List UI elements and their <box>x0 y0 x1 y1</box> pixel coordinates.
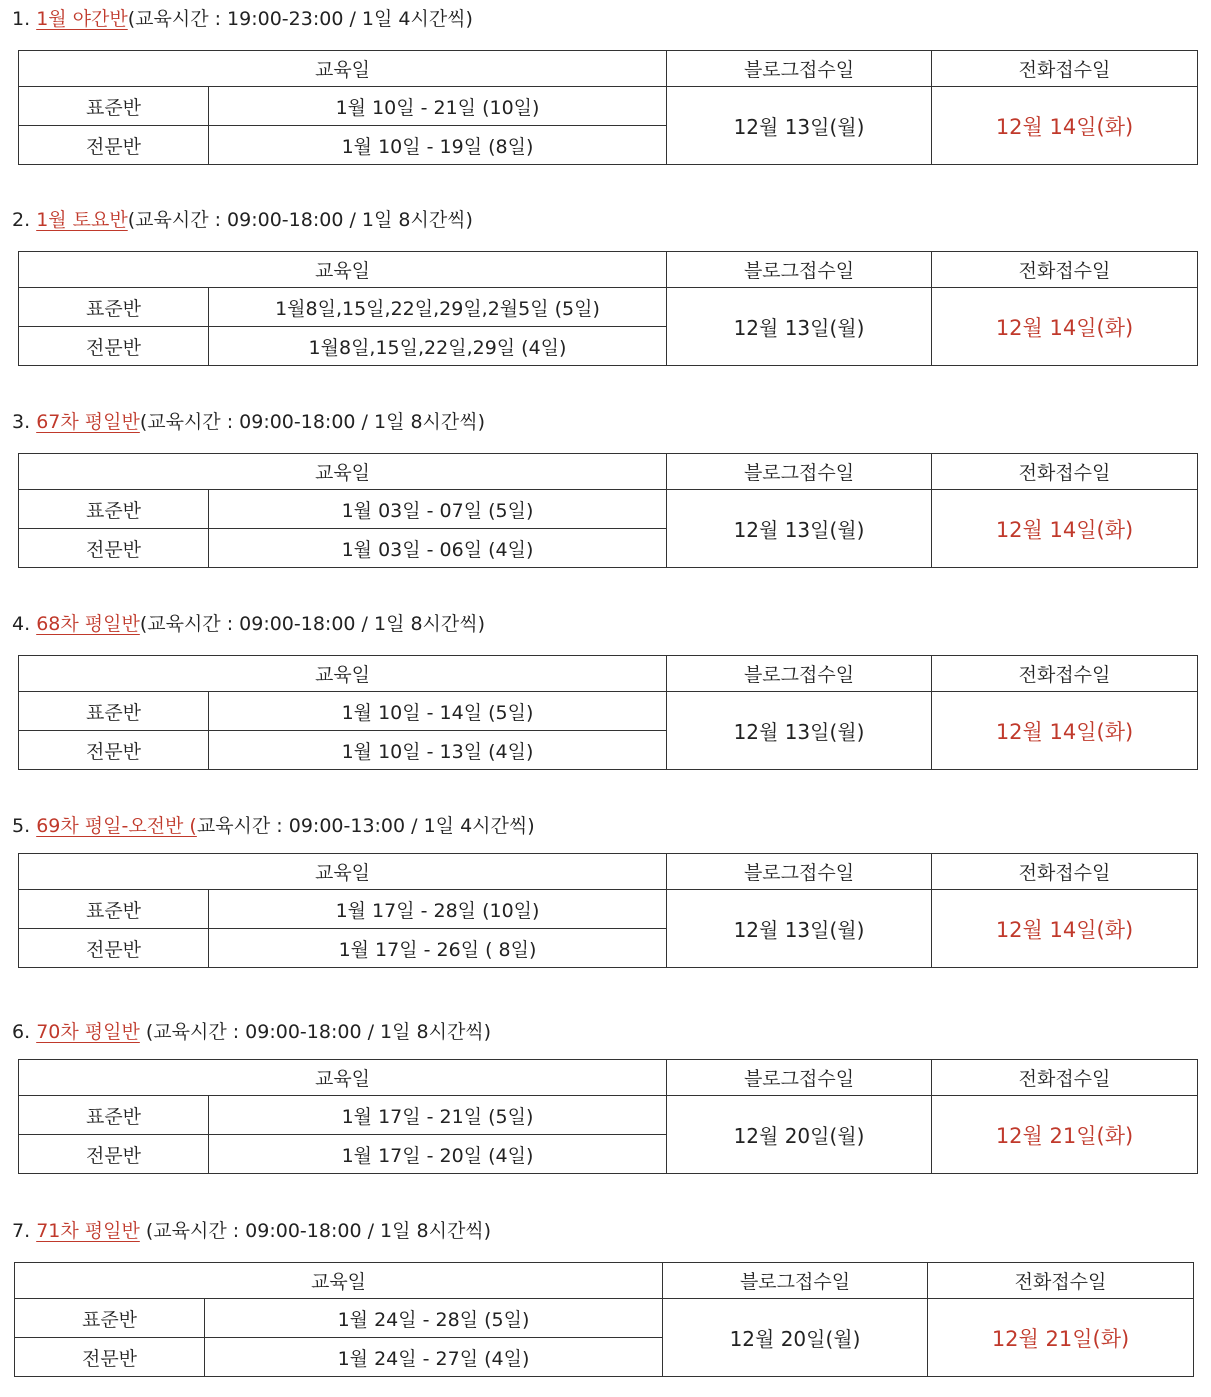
section-name: 1월 토요반 <box>36 209 128 231</box>
header-blog-date: 블로그접수일 <box>667 51 932 87</box>
edu-dates-standard: 1월 10일 - 14일 (5일) <box>209 692 667 731</box>
schedule-table <box>18 453 1198 568</box>
class-name-standard: 표준반 <box>19 87 209 126</box>
section-time-info: 교육시간 : 09:00-13:00 / 1일 4시간씩) <box>196 815 535 837</box>
section-name: 1월 야간반 <box>36 8 128 30</box>
edu-dates-expert: 1월 03일 - 06일 (4일) <box>209 529 667 568</box>
section-number: 6. <box>12 1021 31 1043</box>
class-name-standard: 표준반 <box>19 1096 209 1135</box>
header-blog-date: 블로그접수일 <box>667 454 932 490</box>
header-phone-date: 전화접수일 <box>932 854 1198 890</box>
blog-registration-date: 12월 13일(월) <box>667 87 932 165</box>
schedule-table <box>18 251 1198 366</box>
header-phone-date: 전화접수일 <box>932 454 1198 490</box>
class-name-expert: 전문반 <box>19 126 209 165</box>
header-edu-date: 교육일 <box>19 1060 667 1096</box>
section-number: 5. <box>12 815 31 837</box>
edu-dates-standard: 1월 17일 - 21일 (5일) <box>209 1096 667 1135</box>
class-name-standard: 표준반 <box>19 288 209 327</box>
schedule-table <box>18 853 1198 968</box>
header-blog-date: 블로그접수일 <box>667 854 932 890</box>
section-time-info: (교육시간 : 09:00-18:00 / 1일 8시간씩) <box>139 613 486 635</box>
header-edu-date: 교육일 <box>19 454 667 490</box>
section-number: 4. <box>12 613 31 635</box>
edu-dates-expert: 1월8일,15일,22일,29일 (4일) <box>209 327 667 366</box>
schedule-table <box>18 655 1198 770</box>
blog-registration-date: 12월 13일(월) <box>667 288 932 366</box>
section-heading <box>12 407 485 437</box>
class-name-expert: 전문반 <box>19 327 209 366</box>
header-edu-date: 교육일 <box>19 51 667 87</box>
header-blog-date: 블로그접수일 <box>667 252 932 288</box>
edu-dates-standard: 1월 03일 - 07일 (5일) <box>209 490 667 529</box>
header-blog-date: 블로그접수일 <box>667 656 932 692</box>
header-edu-date: 교육일 <box>19 656 667 692</box>
class-name-expert: 전문반 <box>15 1338 205 1377</box>
section-time-info: (교육시간 : 09:00-18:00 / 1일 8시간씩) <box>139 1220 492 1242</box>
header-phone-date: 전화접수일 <box>932 656 1198 692</box>
class-name-expert: 전문반 <box>19 929 209 968</box>
edu-dates-expert: 1월 10일 - 19일 (8일) <box>209 126 667 165</box>
blog-registration-date: 12월 13일(월) <box>667 692 932 770</box>
section-name: 71차 평일반 <box>36 1220 140 1242</box>
section-name: 68차 평일반 <box>36 613 140 635</box>
phone-registration-date: 12월 14일(화) <box>932 87 1198 165</box>
phone-registration-date: 12월 21일(화) <box>932 1096 1198 1174</box>
class-name-standard: 표준반 <box>19 890 209 929</box>
section-number: 1. <box>12 8 31 30</box>
header-phone-date: 전화접수일 <box>928 1263 1194 1299</box>
header-phone-date: 전화접수일 <box>932 252 1198 288</box>
header-phone-date: 전화접수일 <box>932 1060 1198 1096</box>
section-heading <box>12 811 535 841</box>
class-name-standard: 표준반 <box>15 1299 205 1338</box>
edu-dates-expert: 1월 10일 - 13일 (4일) <box>209 731 667 770</box>
section-number: 7. <box>12 1220 31 1242</box>
header-blog-date: 블로그접수일 <box>667 1060 932 1096</box>
section-heading <box>12 205 473 235</box>
class-name-expert: 전문반 <box>19 731 209 770</box>
schedule-table <box>18 50 1198 165</box>
phone-registration-date: 12월 14일(화) <box>932 490 1198 568</box>
edu-dates-standard: 1월8일,15일,22일,29일,2월5일 (5일) <box>209 288 667 327</box>
section-name: 69차 평일-오전반 ( <box>36 815 197 837</box>
phone-registration-date: 12월 21일(화) <box>928 1299 1194 1377</box>
blog-registration-date: 12월 20일(월) <box>667 1096 932 1174</box>
section-heading <box>12 1216 491 1246</box>
edu-dates-expert: 1월 17일 - 20일 (4일) <box>209 1135 667 1174</box>
header-edu-date: 교육일 <box>15 1263 663 1299</box>
section-time-info: (교육시간 : 09:00-18:00 / 1일 8시간씩) <box>139 1021 492 1043</box>
section-name: 67차 평일반 <box>36 411 140 433</box>
section-time-info: (교육시간 : 09:00-18:00 / 1일 8시간씩) <box>139 411 486 433</box>
edu-dates-standard: 1월 10일 - 21일 (10일) <box>209 87 667 126</box>
class-name-expert: 전문반 <box>19 1135 209 1174</box>
header-phone-date: 전화접수일 <box>932 51 1198 87</box>
edu-dates-standard: 1월 24일 - 28일 (5일) <box>205 1299 663 1338</box>
header-edu-date: 교육일 <box>19 252 667 288</box>
section-heading <box>12 609 485 639</box>
header-edu-date: 교육일 <box>19 854 667 890</box>
section-name: 70차 평일반 <box>36 1021 140 1043</box>
edu-dates-expert: 1월 17일 - 26일 ( 8일) <box>209 929 667 968</box>
section-heading <box>12 4 473 34</box>
section-heading <box>12 1017 491 1047</box>
phone-registration-date: 12월 14일(화) <box>932 890 1198 968</box>
header-blog-date: 블로그접수일 <box>663 1263 928 1299</box>
class-name-standard: 표준반 <box>19 490 209 529</box>
schedule-table <box>18 1059 1198 1174</box>
blog-registration-date: 12월 20일(월) <box>663 1299 928 1377</box>
section-time-info: (교육시간 : 09:00-18:00 / 1일 8시간씩) <box>127 209 473 231</box>
section-number: 3. <box>12 411 31 433</box>
schedule-table <box>14 1262 1194 1377</box>
edu-dates-standard: 1월 17일 - 28일 (10일) <box>209 890 667 929</box>
section-number: 2. <box>12 209 31 231</box>
blog-registration-date: 12월 13일(월) <box>667 490 932 568</box>
class-name-expert: 전문반 <box>19 529 209 568</box>
phone-registration-date: 12월 14일(화) <box>932 692 1198 770</box>
blog-registration-date: 12월 13일(월) <box>667 890 932 968</box>
section-time-info: (교육시간 : 19:00-23:00 / 1일 4시간씩) <box>127 8 473 30</box>
class-name-standard: 표준반 <box>19 692 209 731</box>
edu-dates-expert: 1월 24일 - 27일 (4일) <box>205 1338 663 1377</box>
phone-registration-date: 12월 14일(화) <box>932 288 1198 366</box>
